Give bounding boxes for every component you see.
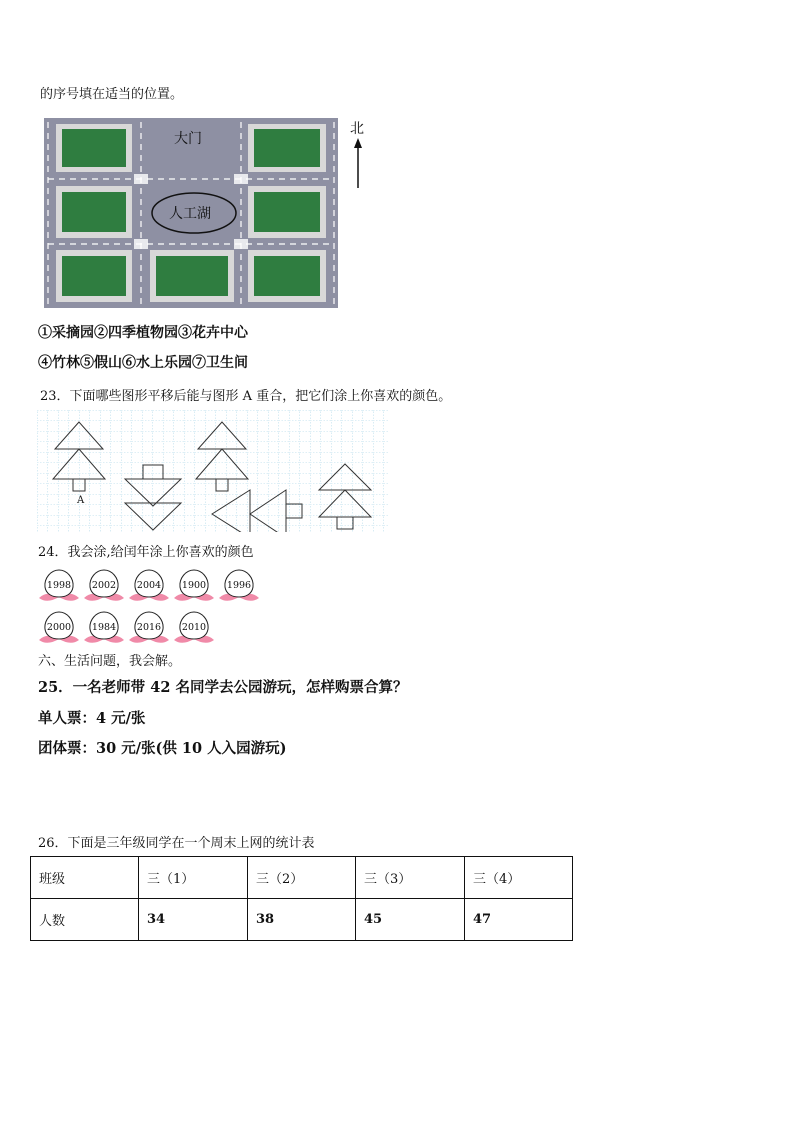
peach-year-badge[interactable] bbox=[82, 608, 126, 648]
q23-text: 23．下面哪些图形平移后能与图形 A 重合，把它们涂上你喜欢的颜色。 bbox=[40, 389, 452, 404]
peach-year-label: 2010 bbox=[181, 622, 207, 633]
peach-year-badge[interactable] bbox=[127, 608, 171, 648]
peach-year-label: 2000 bbox=[46, 622, 72, 633]
plot-bottom-left bbox=[56, 250, 132, 302]
plot-top-right bbox=[248, 124, 326, 172]
section-6-heading: 六、生活问题，我会解。 bbox=[38, 654, 182, 669]
intro-line: 的序号填在适当的位置。 bbox=[40, 87, 184, 102]
peach-year-badge[interactable] bbox=[37, 566, 81, 606]
park-map bbox=[44, 118, 338, 308]
peach-year-label: 2004 bbox=[136, 580, 162, 591]
table-row bbox=[31, 857, 573, 899]
peach-year-badge[interactable] bbox=[172, 608, 216, 648]
peach-year-label: 1998 bbox=[46, 580, 72, 591]
figure-a-label: A bbox=[77, 495, 85, 506]
table-cell: 三（4） bbox=[465, 857, 573, 899]
lake-label: 人工湖 bbox=[169, 206, 211, 222]
plot-mid-right bbox=[248, 186, 326, 238]
peach-year-label: 1984 bbox=[91, 622, 117, 633]
table-cell: 47 bbox=[465, 899, 573, 941]
table-row bbox=[31, 899, 573, 941]
table-cell: 班级 bbox=[31, 857, 139, 899]
peach-year-badge[interactable] bbox=[172, 566, 216, 606]
peach-year-label: 1996 bbox=[226, 580, 252, 591]
plot-mid-left bbox=[56, 186, 132, 238]
statistics-table bbox=[30, 856, 573, 941]
table-cell: 45 bbox=[356, 899, 465, 941]
plot-bottom-mid bbox=[150, 250, 234, 302]
q25-text: 25．一名老师带 42 名同学去公园游玩，怎样购票合算？ bbox=[38, 679, 408, 696]
legend-line-2: ④竹林⑤假山⑥水上乐园⑦卫生间 bbox=[38, 355, 248, 371]
translation-grid bbox=[37, 410, 389, 532]
table-cell: 三（3） bbox=[356, 857, 465, 899]
legend-line-1: ①采摘园②四季植物园③花卉中心 bbox=[38, 325, 248, 341]
peach-year-label: 2016 bbox=[136, 622, 162, 633]
peach-year-badge[interactable] bbox=[127, 566, 171, 606]
q24-text: 24．我会涂,给闰年涂上你喜欢的颜色 bbox=[38, 545, 254, 560]
plot-bottom-right bbox=[248, 250, 326, 302]
peach-year-badge[interactable] bbox=[82, 566, 126, 606]
table-cell: 三（1） bbox=[139, 857, 248, 899]
plot-top-left bbox=[56, 124, 132, 172]
north-arrow-icon bbox=[346, 118, 374, 193]
table-cell: 34 bbox=[139, 899, 248, 941]
table-cell: 38 bbox=[248, 899, 356, 941]
gate-label: 大门 bbox=[174, 131, 202, 147]
peach-year-badge[interactable] bbox=[37, 608, 81, 648]
north-label: 北 bbox=[350, 121, 364, 137]
table-cell: 人数 bbox=[31, 899, 139, 941]
single-ticket-price: 单人票：4 元/张 bbox=[38, 710, 146, 727]
group-ticket-price: 团体票：30 元/张(供 10 人入园游玩) bbox=[38, 740, 287, 757]
peach-year-label: 2002 bbox=[91, 580, 117, 591]
table-cell: 三（2） bbox=[248, 857, 356, 899]
peach-year-label: 1900 bbox=[181, 580, 207, 591]
peach-year-badge[interactable] bbox=[217, 566, 261, 606]
q26-text: 26．下面是三年级同学在一个周末上网的统计表 bbox=[38, 836, 315, 851]
